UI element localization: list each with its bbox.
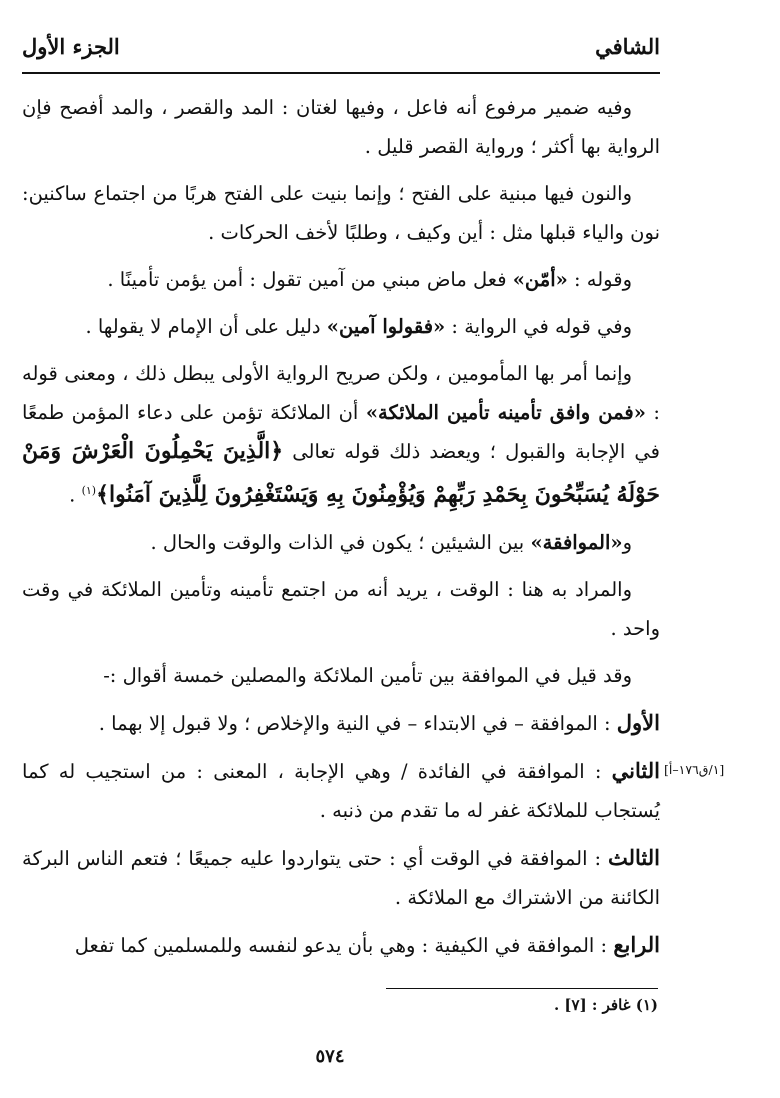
paragraph-text: وفي قوله في الرواية : xyxy=(445,315,632,338)
quran-verse: ﴿الَّذِينَ يَحْمِلُونَ الْعَرْشَ وَمَنْ حَوْلَهُ يُسَبِّحُونَ بِحَمْدِ رَبِّهِمْ وَيُؤْمِنُونَ بِهِ وَيَسْتَغْفِرُونَ لِلَّذِينَ آمَنُوا﴾ xyxy=(22,438,660,508)
paragraph-text: و xyxy=(622,530,632,554)
paragraph-text: : الموافقة في الكيفية : وهي بأن يدعو لنفسه وللمسلمين كما تفعل xyxy=(74,933,614,957)
footnote-reference: (١) xyxy=(81,484,97,497)
paragraph xyxy=(22,751,660,830)
paragraph xyxy=(22,656,660,695)
list-lead: الرابع xyxy=(613,931,660,957)
paragraph xyxy=(22,703,660,743)
footnote-divider xyxy=(386,988,658,989)
quoted-term: «الموافقة» xyxy=(530,530,623,554)
paragraph-text: بين الشيئين ؛ يكون في الذات والوقت والحال . xyxy=(150,530,531,554)
paragraph xyxy=(22,838,660,917)
paragraph-text: وقد قيل في الموافقة بين تأمين الملائكة والمصلين خمسة أقوال :- xyxy=(103,663,632,687)
quoted-term: «أمّن» xyxy=(512,268,568,291)
paragraph-text: وفيه ضمير مرفوع أنه فاعل ، وفيها لغتان : المد والقصر ، والمد أفصح فإن الرواية بها أكثر ؛ ورواية القصر قليل . xyxy=(22,96,660,158)
running-head xyxy=(22,28,660,68)
book-title: الشافي xyxy=(595,34,660,59)
quoted-term: «فمن وافق تأمينه تأمين الملائكة» xyxy=(365,401,646,424)
paragraph xyxy=(22,925,660,965)
volume-label: الجزء الأول xyxy=(22,34,120,59)
paragraph-text: : الموافقة في الفائدة / وهي الإجابة ، المعنى : من استجيب له كما يُستجاب للملائكة غفر له ما تقدم من ذنبه . xyxy=(22,759,660,822)
list-lead: الثالث xyxy=(608,844,660,870)
paragraph-text: وقوله : xyxy=(567,268,632,291)
paragraph-text: وإنما أمر بها المأمومين ، ولكن صريح الرواية الأولى يبطل ذلك ، ومعنى قوله : xyxy=(22,362,660,424)
paragraph-text: دليل على أن الإمام لا يقولها . xyxy=(85,315,327,338)
paragraph-text: والنون فيها مبنية على الفتح ؛ وإنما بنيت على الفتح هربًا من اجتماع ساكنين: نون والياء قبلها مثل : أين وكيف ، وطلبًا لأخف الحركات . xyxy=(22,182,660,244)
footnote: (١) غافر : [٧] . xyxy=(553,996,658,1014)
paragraph xyxy=(22,88,660,166)
paragraph xyxy=(22,307,660,346)
paragraph xyxy=(22,174,660,252)
header-divider xyxy=(22,72,660,74)
paragraph-text: أن الملائكة تؤمن على دعاء المؤمن طمعًا في الإجابة والقبول ؛ ويعضد ذلك قوله تعالى xyxy=(22,401,661,463)
paragraph-text: : الموافقة في الوقت أي : حتى يتواردوا عليه جميعًا ؛ فتعم الناس البركة الكائنة من الاشتراك مع الملائكة . xyxy=(22,846,660,909)
manuscript-folio-note: [١/ق١٧٦–أ] xyxy=(664,762,725,777)
list-lead: الثاني xyxy=(611,757,660,783)
paragraph-text: والمراد به هنا : الوقت ، يريد أنه من اجتمع تأمينه وتأمين الملائكة في وقت واحد . xyxy=(22,577,660,640)
quoted-term: «فقولوا آمين» xyxy=(326,315,446,338)
paragraph xyxy=(22,523,660,562)
paragraph-text: فعل ماض مبني من آمين تقول : أمن يؤمن تأمينًا . xyxy=(107,268,513,291)
paragraph-text: . xyxy=(69,483,82,507)
page-number: ٥٧٤ xyxy=(315,1046,345,1067)
paragraph xyxy=(22,354,660,515)
list-lead: الأول xyxy=(616,709,660,735)
paragraph-text: : الموافقة – في الابتداء – في النية والإخلاص ؛ ولا قبول إلا بهما . xyxy=(98,711,617,735)
paragraph xyxy=(22,570,660,648)
main-text xyxy=(22,88,660,973)
paragraph xyxy=(22,260,660,299)
